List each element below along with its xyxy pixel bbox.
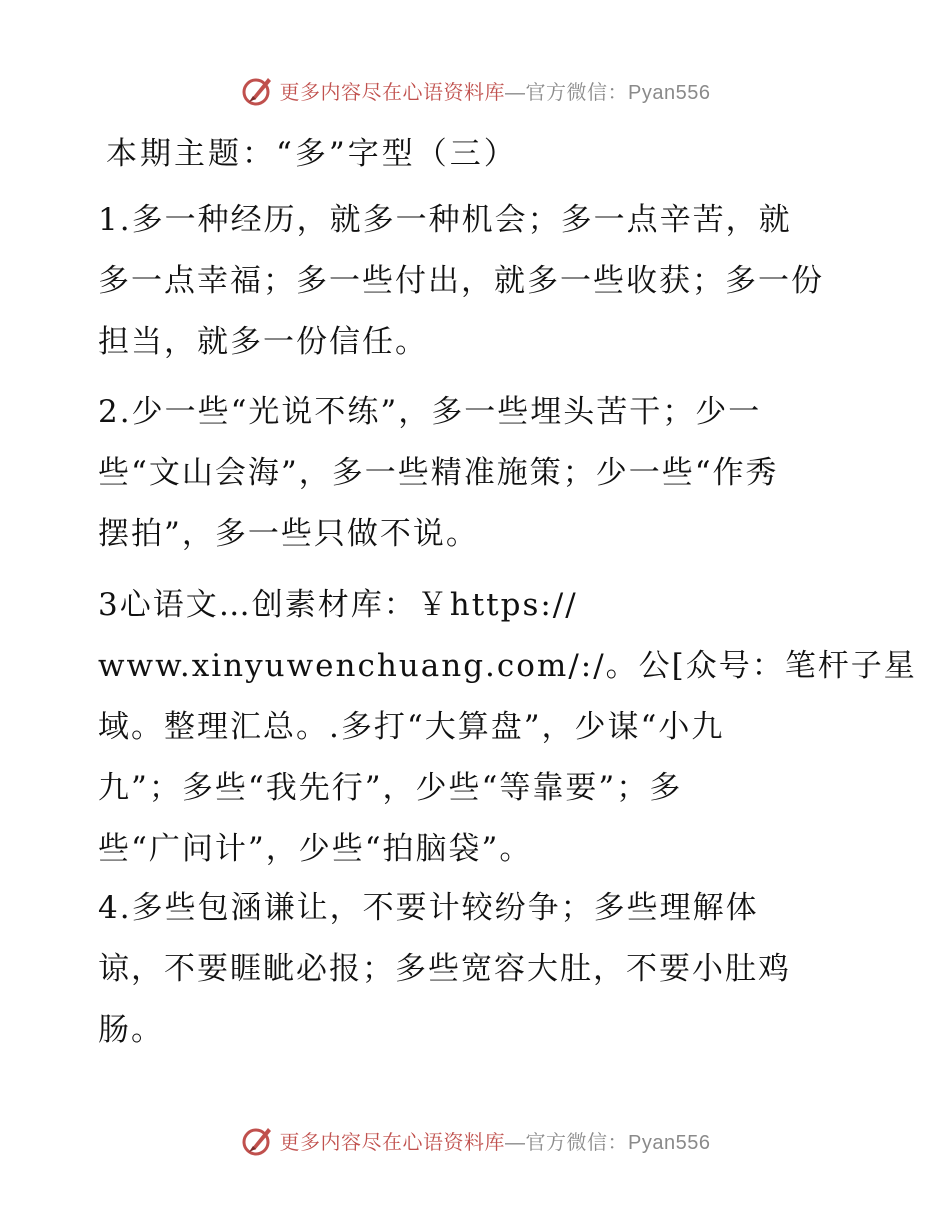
- paragraph-4: [98, 878, 853, 1061]
- paragraph-line: 肠。: [98, 1012, 164, 1048]
- header-banner: [0, 70, 950, 110]
- paragraph-line: 谅，不要睚眦必报；多些宽容大肚，不要小肚鸡: [98, 951, 791, 987]
- paragraph-line: 域。整理汇总。.多打“大算盘”，少谋“小九: [98, 709, 725, 745]
- quill-logo-icon: [240, 72, 276, 108]
- quill-logo-icon: [240, 1122, 276, 1158]
- paragraph-line: 多一点幸福；多一些付出，就多一些收获；多一份: [98, 263, 824, 299]
- banner-gray-text: —官方微信：: [505, 81, 629, 104]
- paragraph-line: 1.多一种经历，就多一种机会；多一点辛苦，就: [98, 202, 792, 238]
- paragraph-line: www.xinyuwenchuang.com/:/。公[众号：笔杆子星: [98, 648, 917, 684]
- banner-wechat-id: Pyan556: [628, 1131, 711, 1154]
- footer-banner: [0, 1120, 950, 1160]
- paragraph-1: [98, 190, 853, 373]
- banner-gray-text: —官方微信：: [505, 1131, 629, 1154]
- paragraph-3: [98, 575, 917, 880]
- banner-red-text: 更多内容尽在心语资料库: [279, 1131, 506, 1154]
- paragraph-line: 些“文山会海”，多一些精准施策；少一些“作秀: [98, 455, 779, 491]
- paragraph-line: 些“广问计”，少些“拍脑袋”。: [98, 831, 533, 867]
- paragraph-line: 3心语文…创素材库：￥https://: [98, 587, 578, 623]
- paragraph-line: 九”；多些“我先行”，少些“等靠要”；多: [98, 770, 683, 806]
- paragraph-line: 担当，就多一份信任。: [98, 324, 428, 360]
- banner-red-text: 更多内容尽在心语资料库: [279, 81, 506, 104]
- paragraph-line: 4.多些包涵谦让，不要计较纷争；多些理解体: [98, 890, 759, 926]
- banner-wechat-id: Pyan556: [628, 81, 711, 104]
- paragraph-line: 摆拍”，多一些只做不说。: [98, 516, 479, 552]
- paragraph-2: [98, 382, 853, 565]
- paragraph-line: 2.少一些“光说不练”，多一些埋头苦干；少一: [98, 394, 762, 430]
- page-title: 本期主题：“多”字型（三）: [106, 136, 518, 172]
